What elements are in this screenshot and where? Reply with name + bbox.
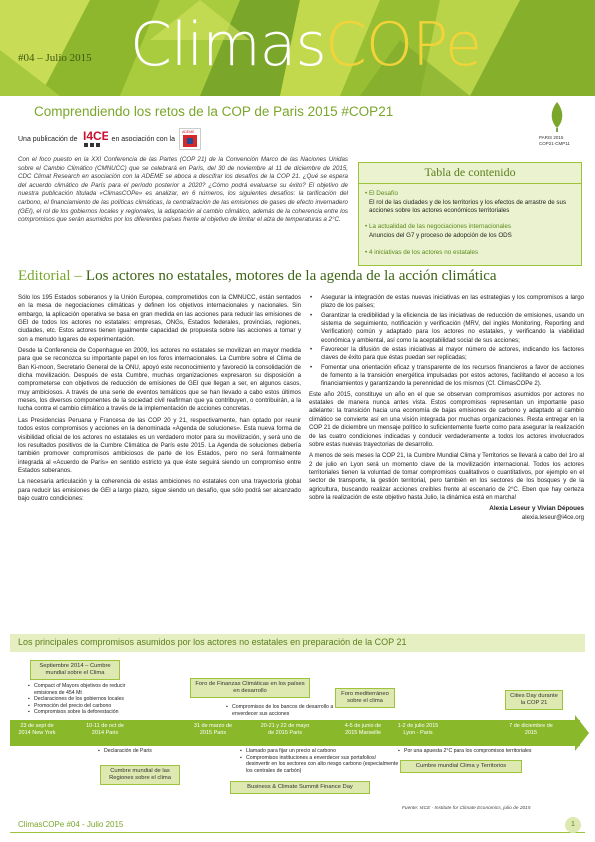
- toc-item-2[interactable]: • La actualidad de las negociaciones internacionales: [365, 223, 512, 230]
- editorial-paragraph: A menos de seis meses la COP 21, la Cumbre Mundial Clima y Territorios se llevará a cabo del 1ro al 2 de julio en Lyon será un momento clave de la movilización internacional. Todos los actores territoriales tienen la voluntad de tomar compromisos cualitativos o cuantitativos, por ejemplo en el sector de transporte, la gestión territorial, pero también en los sectores de los bosques y de la agricultura, buscando realizar acciones creíbles frente al escenario de 2°C. Eben que hay certeza sobre la realización de este objetivo hasta Julio, la dinámica está en marcha!: [309, 452, 584, 501]
- list-business: ▪ Llamado para fijar un precio al carbono ▪ Compromisos instituciones a enverdecer sus portafolios/ desinvertir en los sectores con alto riesgo carbono (especialmente los centrales de carbón): [240, 748, 400, 774]
- subtitle: Comprendiendo los retos de la COP de Paris 2015 #COP21: [34, 104, 394, 119]
- toc-item-3[interactable]: • 4 iniciativas de los actores no estatales: [365, 249, 479, 256]
- signature: Alexia Leseur y Vivian Dépoues: [489, 505, 584, 513]
- toc-divider: [359, 183, 581, 184]
- toc-item-1[interactable]: • El Desafío: [365, 190, 399, 197]
- author-email[interactable]: alexia.leseur@i4ce.org: [521, 513, 584, 521]
- timeline-date: 10-11 de oct de 2014 Paris: [86, 723, 124, 736]
- event-lyon-summit: Cumbre mundial Clima y Territorios: [400, 760, 522, 773]
- logo-cope: COPe: [325, 10, 482, 80]
- condition-bullet: • Favorecer la difusión de estas iniciativas al mayor número de actores, indicando los factores claves de éxito para que éstas puedan ser replicadas;: [309, 346, 584, 363]
- event-regions-summit: Cumbre mundial de las Regiones sobre el clima: [100, 765, 180, 785]
- editorial-paragraph: Las Presidencias Peruana y Francesa de las COP 20 y 21, respectivamente, han optado por reunir todos estos compromisos y acciones en la denominada «Agenda de soluciones». Esta nueva forma de visibilidad oficial de los actores no estatales es un verdadero motor para su movilización, y será uno de los resultados positivos de la Cumbre Climática de París este 2015. La Agenda de soluciones debería también promover compromisos ambiciosos de parte de los Estados, pero no será formalmente integrada al «Acuerdo de París» en sentido estricto ya que éste seguirá siendo un compromiso entre Estados soberanos.: [18, 416, 301, 474]
- timeline-header: [10, 634, 585, 652]
- table-of-contents: [358, 162, 582, 266]
- editorial-left-column: [18, 294, 301, 506]
- svg-text:I4CE: I4CE: [82, 129, 108, 143]
- editorial-heading: [18, 267, 497, 285]
- event-finance-forum: Foro de Finanzas Climáticas en los países en desarrollo: [190, 678, 310, 698]
- timeline-date: 31 de marzo de 2015 Paris: [193, 723, 233, 736]
- svg-text:COP21·CMP11: COP21·CMP11: [539, 141, 570, 146]
- source-note: Fuente: I4CE - Institute for Climate Economics, julio de 2015: [402, 806, 531, 811]
- list-finance: ▪ Compromisos de los bancos de desarrollo a enverdecer sus acciones: [226, 704, 336, 717]
- event-2014-summit: Septiembre 2014 – Cumbre mundial sobre el Clima: [30, 660, 120, 680]
- svg-text:ADEME: ADEME: [181, 130, 195, 134]
- condition-bullet: • Garantizar la credibilidad y la eficiencia de las iniciativas de reducción de emisiones, usando un sistema de seguimiento, notificación y verificación (MRV, del inglés Monitoring, Reporting and Verification) común y adaptado para los actores no estatales, y verificando la viabilidad económica y ambiental, así como la aceptabilidad social de sus acciones;: [309, 312, 584, 345]
- timeline-date: 7 de diciembre de 2015: [509, 723, 553, 736]
- timeline-title: Los principales compromisos asumidos por los actores no estatales en preparación de la COP 21: [18, 637, 407, 647]
- i4ce-logo: [82, 127, 108, 151]
- timeline-date: 23 de sept de 2014 New York: [18, 723, 56, 736]
- publication-middle: en asociación con la: [111, 135, 175, 143]
- list-regions: ▪ Declaración de Paris: [98, 748, 188, 755]
- event-business-summit: Business & Climate Summit Finance Day: [230, 781, 370, 794]
- paris-2015-logo: [535, 98, 579, 148]
- intro-paragraph: Con el foco puesto en la XXI Conferencia de las Partes (COP 21) de la Convención Marco de las Naciones Unidas sobre el Cambio Climático (CMNUCC) que se celebrará en París, del 30 de noviembre al 11 de diciembre de 2015, CDC Climat Research en asociación con la ADEME se aboca a descifrar los desafíos de la COP 21. ¿Qué se espera del acuerdo climático de París para el período posterior a 2020? ¿Cómo podrá evaluarse su éxito? El objetivo de nuestra publicación titulada «ClimasCOPe» es analizar, en 6 números, los siguientes desafíos: la tarificación del carbono, el financiamiento de las políticas climáticas, la centralización de las emisiones de gases de efecto invernadero (GEI), el rol de los gobiernos locales y regionales, la adaptación al cambio climático, además de la coherencia entre los compromisos que serán asumidos por los diferentes países frente al objetivo de limitar el alza de temperaturas a 2°C.: [18, 156, 348, 224]
- list-2014: ▪ Compact of Mayors objetivos de reducir emisiones de 454 Mt ▪ Declaraciones de los gobiernos locales ▪ Promoción del precio del carbono ▪ Compromisos sobre la deforestación: [28, 683, 138, 716]
- svg-text:PARIS 2015: PARIS 2015: [539, 135, 564, 140]
- timeline-date: 1-2 de julio 2015 Lyon - Paris: [397, 723, 439, 736]
- timeline-arrow: [575, 715, 589, 751]
- publication-prefix: Una publicación de: [18, 135, 78, 143]
- list-lyon: ▪ Por una apuesta 2°C para los compromisos territoriales: [398, 748, 578, 755]
- editorial-paragraph: La necesaria articulación y la coherencia de estas ambiciones no estatales con una trayectoria global para reducir las emisiones de GEI a largo plazo, sigue siendo un desafío, que sólo podrá ser alcanzado bajo cuatro condiciones:: [18, 478, 301, 502]
- toc-item-1-detail: El rol de las ciudades y de los territorios y los efectos de arrastre de sus acciones sobre los actores económicos territoriales: [369, 199, 567, 214]
- condition-bullet: • Fomentar una orientación eficaz y transparente de los recursos financieros a favor de acciones de fomento a la transición energética impulsadas por estos actores, facilitando el acceso a los financiamientos y garantizando la perennidad de los mismos (Cf. ClimasCOPe 2).: [309, 364, 584, 389]
- event-mediterranean-forum: Foro mediterráneo sobre el clima: [335, 688, 395, 708]
- page-number: 1: [565, 817, 581, 833]
- toc-title: Tabla de contenido: [424, 165, 516, 179]
- event-cities-day: Cities Day durante la COP 21: [505, 690, 563, 710]
- footer-divider: [10, 832, 585, 833]
- condition-bullet: • Asegurar la integración de estas nuevas iniciativas en las estrategias y los compromisos a largo plazo de los países;: [309, 294, 584, 311]
- timeline-date: 20-21 y 22 de mayo de 2015 Paris: [260, 723, 310, 736]
- editorial-label: Editorial –: [18, 268, 82, 284]
- editorial-paragraph: Desde la Conferencia de Copenhague en 2009, los actores no estatales se movilizan en mayor medida para que se reconozca su importante papel en los foros internacionales. La Cumbre sobre el Clima de Ban Ki-moon, Secretario General de la ONU, apoyó este reconocimiento y favoreció la consolidación de dicha movilización. Después de esta Cumbre, muchas organizaciones expresaron su disposición a comprometerse con objetivos de reducción de emisiones de GEI que llegan a ser, en algunos casos, muy ambiciosos. A través de una serie de eventos temáticos que se han llevado a cabo estos últimos meses, los diversos componentes de la sociedad civil reafirman que ya contribuyen, o contribuirán, a la lucha contra el cambio climático a través de la implementación de acciones concretas.: [18, 347, 301, 413]
- publication-line: [18, 127, 201, 151]
- editorial-title: Los actores no estatales, motores de la agenda de la acción climática: [85, 268, 497, 284]
- editorial-right-column: [309, 294, 584, 522]
- toc-item-2-detail: Anuncios del G7 y proceso de adopción de los ODS: [369, 232, 512, 239]
- timeline-date: 4-5 de junio de 2015 Marseille: [344, 723, 382, 736]
- editorial-paragraph: Este año 2015, constituye un año en el que se observan compromisos asumidos por actores no estatales de manera nunca antes vista. Estos compromisos representan un importante paso adelante: la transición hacia una economía de bajas emisiones de carbono y adaptado al cambio climático se convierte así en una visión integrada por muchas organizaciones. Resta entregar en la COP 21 de diciembre un mensaje político lo suficientemente fuerte como para asegurar la realización de las cuatro condiciones indicadas y conducir verdaderamente a todos los actores involucrados sobre estas nuevas trayectorias de desarrollo.: [309, 390, 584, 448]
- editorial-paragraph: Sólo los 195 Estados soberanos y la Unión Europea, comprometidos con la CMNUCC, están sentados en la mesa de negociaciones climáticas y definen los objetivos internacionales y nacionales. Sin embargo, la aplicación operativa se basa en gran medida en las acciones para reducir las emisiones de GEI de todos los actores no estatales: empresas, ONGs, Estados federales, provincias, regiones, ciudades, etc. Estos actores tienen igualmente capacidad de propuesta sobre las acciones a tomar y son a menudo lugares de experimentación.: [18, 294, 301, 343]
- logo-climas: Climas: [130, 10, 326, 80]
- issue-label: #04 – Julio 2015: [18, 52, 92, 64]
- ademe-logo: [179, 128, 201, 150]
- footer-text: ClimasCOPe #04 - Julio 2015: [18, 820, 124, 829]
